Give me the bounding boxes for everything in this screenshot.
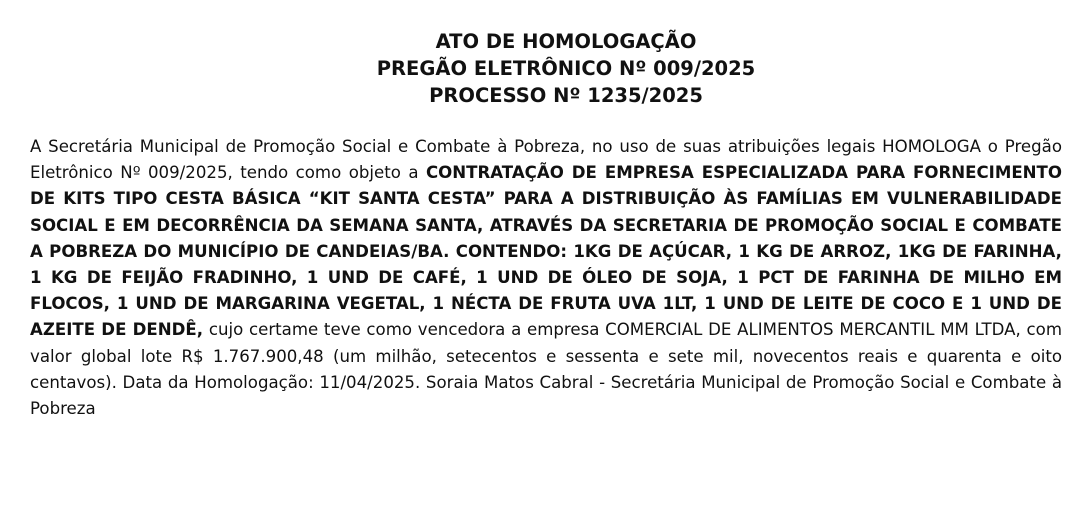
document-header (70, 28, 1062, 109)
header-processo-number: PROCESSO Nº 1235/2025 (429, 84, 703, 107)
body-intro-text: A Secretária Municipal de Promoção Social e Combate à Pobreza, no uso de suas atribuições legais HOMOLOGA o Pregão Eletrônico Nº 009/2025, tendo como objeto a (30, 137, 1062, 183)
header-title: ATO DE HOMOLOGAÇÃO (435, 30, 697, 53)
document-body (30, 134, 1062, 422)
body-closing-text: cujo certame teve como vencedora a empresa COMERCIAL DE ALIMENTOS MERCANTIL MM LTDA, com valor global lote R$ 1.767.900,48 (um milhão, setecentos e sessenta e sete mil, novecentos reais e quarenta e oito centavos). Data da Homologação: 11/04/2025. Soraia Matos Cabral - Secretária Municipal de Promoção Social e Combate à Pobreza (30, 320, 1062, 419)
document-page (30, 28, 1062, 422)
header-pregao-number: PREGÃO ELETRÔNICO Nº 009/2025 (376, 57, 756, 80)
body-object-text: CONTRATAÇÃO DE EMPRESA ESPECIALIZADA PARA FORNECIMENTO DE KITS TIPO CESTA BÁSICA “KIT SANTA CESTA” PARA A DISTRIBUIÇÃO ÀS FAMÍLIAS EM VULNERABILIDADE SOCIAL E EM DECORRÊNCIA DA SEMANA SANTA, ATRAVÉS DA SECRETARIA DE PROMOÇÃO SOCIAL E COMBATE A POBREZA DO MUNICÍPIO DE CANDEIAS/BA. CONTENDO: 1KG DE AÇÚCAR, 1 KG DE ARROZ, 1KG DE FARINHA, 1 KG DE FEIJÃO FRADINHO, 1 UND DE CAFÉ, 1 UND DE ÓLEO DE SOJA, 1 PCT DE FARINHA DE MILHO EM FLOCOS, 1 UND DE MARGARINA VEGETAL, 1 NÉCTA DE FRUTA UVA 1LT, 1 UND DE LEITE DE COCO E 1 UND DE AZEITE DE DENDÊ, (30, 163, 1062, 340)
